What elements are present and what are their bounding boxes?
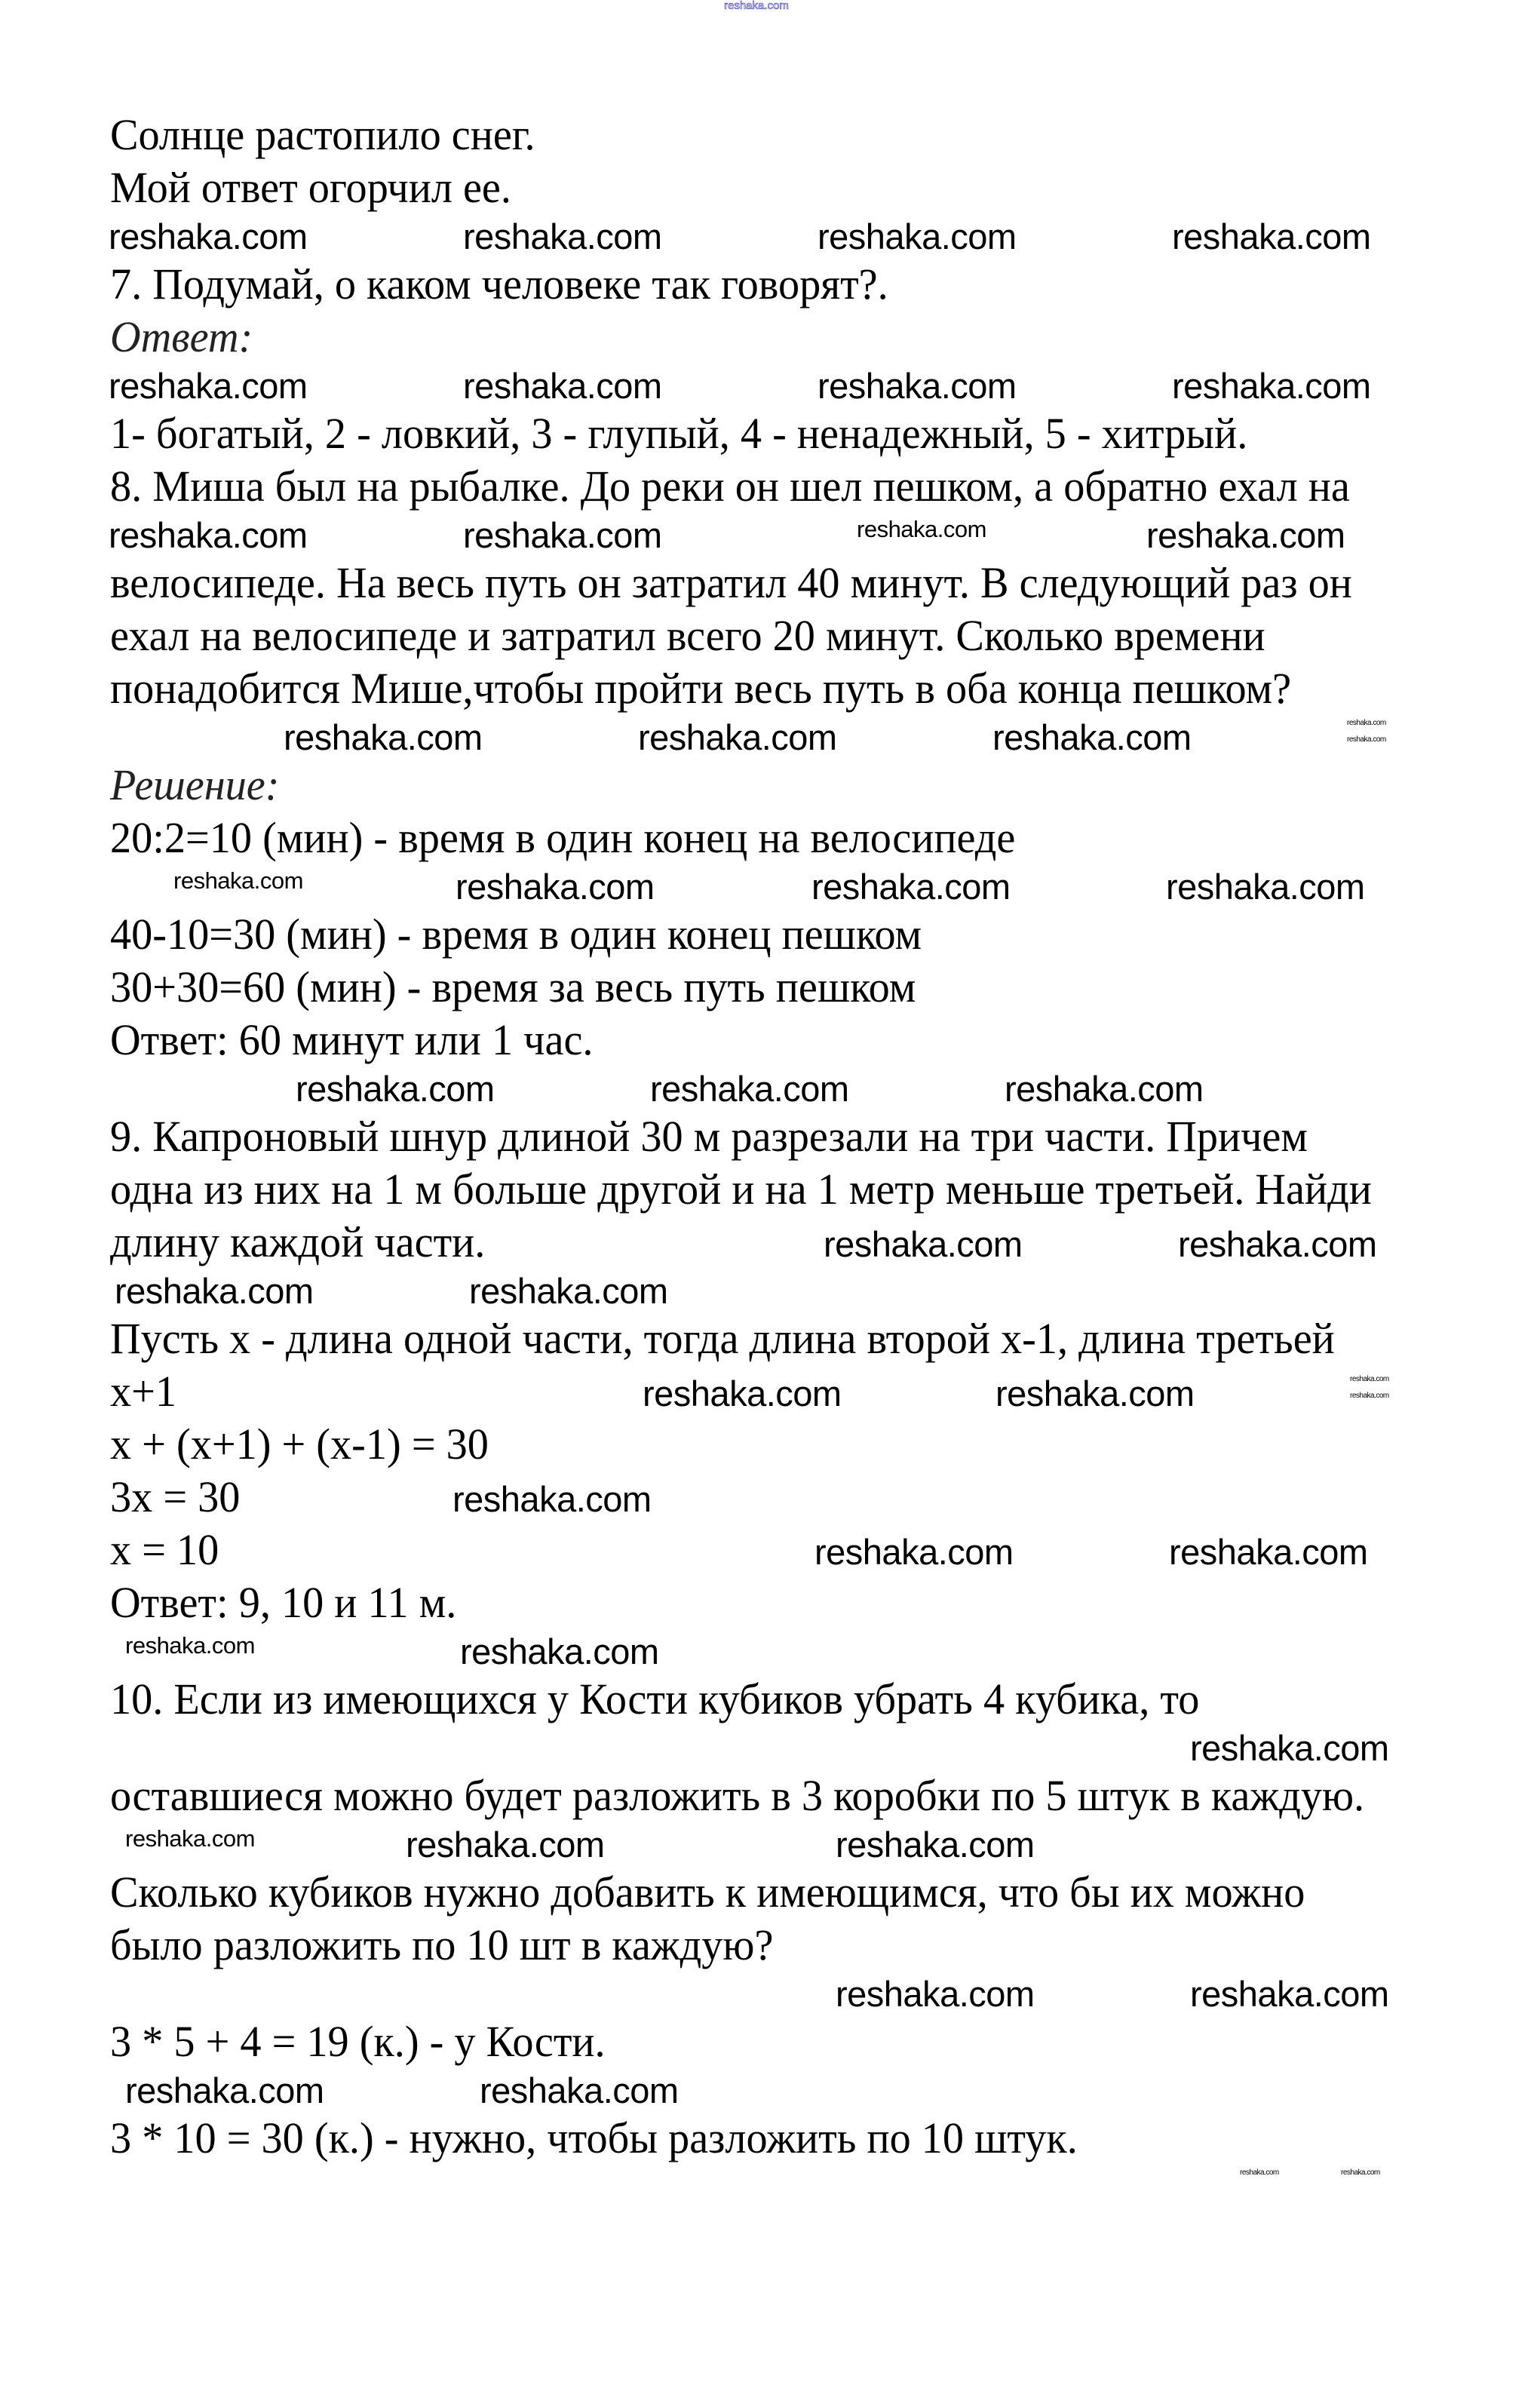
text-line: Ответ: 9, 10 и 11 м.: [110, 1578, 457, 1627]
text-line: 1- богатый, 2 - ловкий, 3 - глупый, 4 - ненадежный, 5 - хитрый.: [110, 409, 1248, 458]
text-line: оставшиеся можно будет разложить в 3 коробки по 5 штук в каждую.: [110, 1771, 1365, 1820]
watermark: reshaka.com: [469, 1271, 668, 1311]
text-line: x = 10: [110, 1525, 219, 1574]
watermark: reshaka.com: [284, 717, 483, 757]
text-line: 9. Капроновый шнур длиной 30 м разрезали на три части. Причем: [110, 1112, 1308, 1161]
text-line: ехал на велосипеде и затратил всего 20 минут. Сколько времени: [110, 611, 1265, 660]
watermark: reshaka.com: [109, 366, 308, 406]
watermark: reshaka.com: [1341, 2168, 1380, 2177]
watermark: reshaka.com: [1178, 1224, 1377, 1264]
text-line: x + (x+1) + (x-1) = 30: [110, 1420, 489, 1469]
watermark: reshaka.com: [1166, 867, 1365, 907]
watermark: reshaka.com: [1347, 719, 1386, 727]
header-watermark: reshaka.com: [724, 0, 789, 12]
watermark: reshaka.com: [463, 366, 662, 406]
watermark: reshaka.com: [818, 366, 1017, 406]
text-line: Сколько кубиков нужно добавить к имеющимся, что бы их можно: [110, 1868, 1305, 1917]
watermark: reshaka.com: [811, 867, 1011, 907]
watermark: reshaka.com: [1172, 216, 1371, 256]
watermark: reshaka.com: [995, 1373, 1195, 1413]
watermark: reshaka.com: [1350, 1392, 1389, 1400]
text-line: понадобится Мише,чтобы пройти весь путь в оба конца пешком?: [110, 664, 1292, 713]
text-line: одна из них на 1 м больше другой и на 1 метр меньше третьей. Найди: [110, 1165, 1372, 1214]
watermark: reshaka.com: [1350, 1375, 1389, 1383]
watermark: reshaka.com: [463, 216, 662, 256]
watermark: reshaka.com: [115, 1271, 314, 1311]
text-line: Ответ: 60 минут или 1 час.: [110, 1015, 594, 1064]
watermark: reshaka.com: [992, 717, 1192, 757]
text-line: Пусть x - длина одной части, тогда длина второй x-1, длина третьей: [110, 1314, 1335, 1363]
text-line: x+1: [110, 1367, 176, 1416]
text-line: было разложить по 10 шт в каждую?: [110, 1920, 774, 1969]
watermark: reshaka.com: [406, 1825, 605, 1865]
text-line: 3 * 5 + 4 = 19 (к.) - у Кости.: [110, 2017, 606, 2066]
text-line: 3x = 30: [110, 1472, 241, 1521]
watermark: reshaka.com: [836, 1974, 1035, 2014]
watermark: reshaka.com: [824, 1224, 1023, 1264]
watermark: reshaka.com: [1005, 1069, 1204, 1109]
watermark: reshaka.com: [296, 1069, 495, 1109]
watermark: reshaka.com: [1146, 515, 1345, 555]
text-line: 7. Подумай, о каком человеке так говорят?.: [110, 259, 888, 308]
watermark: reshaka.com: [1240, 2168, 1279, 2177]
watermark: reshaka.com: [1190, 1974, 1389, 2014]
watermark: reshaka.com: [125, 2070, 324, 2110]
watermark: reshaka.com: [452, 1479, 652, 1519]
watermark: reshaka.com: [109, 216, 308, 256]
watermark: reshaka.com: [836, 1825, 1035, 1865]
text-line: 10. Если из имеющихся у Кости кубиков убрать 4 кубика, то: [110, 1674, 1200, 1723]
text-line: 40-10=30 (мин) - время в один конец пешком: [110, 910, 922, 959]
watermark: reshaka.com: [638, 717, 837, 757]
watermark: reshaka.com: [1172, 366, 1371, 406]
watermark: reshaka.com: [456, 867, 655, 907]
watermark: reshaka.com: [1169, 1532, 1368, 1572]
text-line: 20:2=10 (мин) - время в один конец на велосипеде: [110, 813, 1016, 862]
watermark: reshaka.com: [1190, 1728, 1389, 1768]
watermark: reshaka.com: [1347, 735, 1386, 744]
watermark: reshaka.com: [460, 1631, 659, 1671]
watermark: reshaka.com: [125, 1632, 255, 1659]
watermark: reshaka.com: [814, 1532, 1014, 1572]
text-line: Солнце растопило снег.: [110, 110, 535, 159]
watermark: reshaka.com: [857, 516, 986, 542]
text-line: 30+30=60 (мин) - время за весь путь пешком: [110, 962, 916, 1011]
text-line: 8. Миша был на рыбалке. До реки он шел пешком, а обратно ехал на: [110, 462, 1350, 511]
watermark: reshaka.com: [109, 515, 308, 555]
text-line: Ответ:: [110, 312, 253, 361]
text-line: длину каждой части.: [110, 1217, 486, 1266]
watermark: reshaka.com: [480, 2070, 679, 2110]
text-line: велосипеде. На весь путь он затратил 40 минут. В следующий раз он: [110, 558, 1352, 607]
watermark: reshaka.com: [463, 515, 662, 555]
text-line: Мой ответ огорчил ее.: [110, 163, 511, 212]
watermark: reshaka.com: [650, 1069, 849, 1109]
watermark: reshaka.com: [818, 216, 1017, 256]
text-line: 3 * 10 = 30 (к.) - нужно, чтобы разложить по 10 штук.: [110, 2113, 1078, 2162]
watermark: reshaka.com: [125, 1825, 255, 1852]
watermark: reshaka.com: [173, 867, 303, 894]
text-line: Решение:: [110, 760, 280, 809]
watermark: reshaka.com: [643, 1373, 842, 1413]
